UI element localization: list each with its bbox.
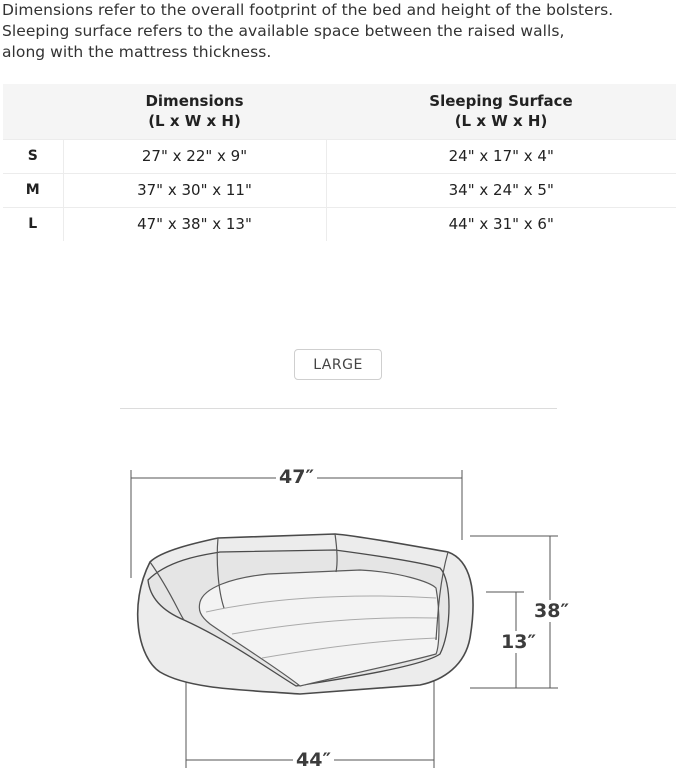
dimensions-column-header [63,84,326,139]
size-column-header [3,84,63,139]
dimensions-cell: 27" x 22" x 9" [63,139,326,173]
dimensions-cell: 47" x 38" x 13" [63,207,326,241]
intro-text [2,0,679,63]
table-row [3,173,676,207]
table-row [3,139,676,173]
dimensions-header-label: Dimensions [145,92,244,111]
dimensions-header-sublabel: (L x W x H) [148,112,241,131]
sleeping-surface-cell: 24" x 17" x 4" [326,139,676,173]
size-table [3,84,676,241]
size-cell: L [3,207,63,241]
sleeping-header-sublabel: (L x W x H) [454,112,548,131]
length-label: 47″ [276,466,317,488]
intro-line: Sleeping surface refers to the available space between the raised walls, [2,22,565,40]
divider [120,408,557,409]
intro-line: Dimensions refer to the overall footprint of the bed and height of the bolsters. [2,1,614,19]
size-cell: M [3,173,63,207]
table-row [3,207,676,241]
inner-length-label: 44″ [293,749,334,771]
dimensions-cell: 37" x 30" x 11" [63,173,326,207]
intro-line: along with the mattress thickness. [2,43,272,61]
sleeping-surface-cell: 34" x 24" x 5" [326,173,676,207]
size-cell: S [3,139,63,173]
table-header-row [3,84,676,139]
size-large-button[interactable]: LARGE [294,349,382,380]
sleeping-surface-column-header [326,84,676,139]
bed-dimension-illustration [0,440,679,771]
sleeping-surface-cell: 44" x 31" x 6" [326,207,676,241]
height-label: 13″ [498,631,539,653]
width-label: 38″ [531,600,572,622]
sleeping-header-label: Sleeping Surface [429,92,573,111]
